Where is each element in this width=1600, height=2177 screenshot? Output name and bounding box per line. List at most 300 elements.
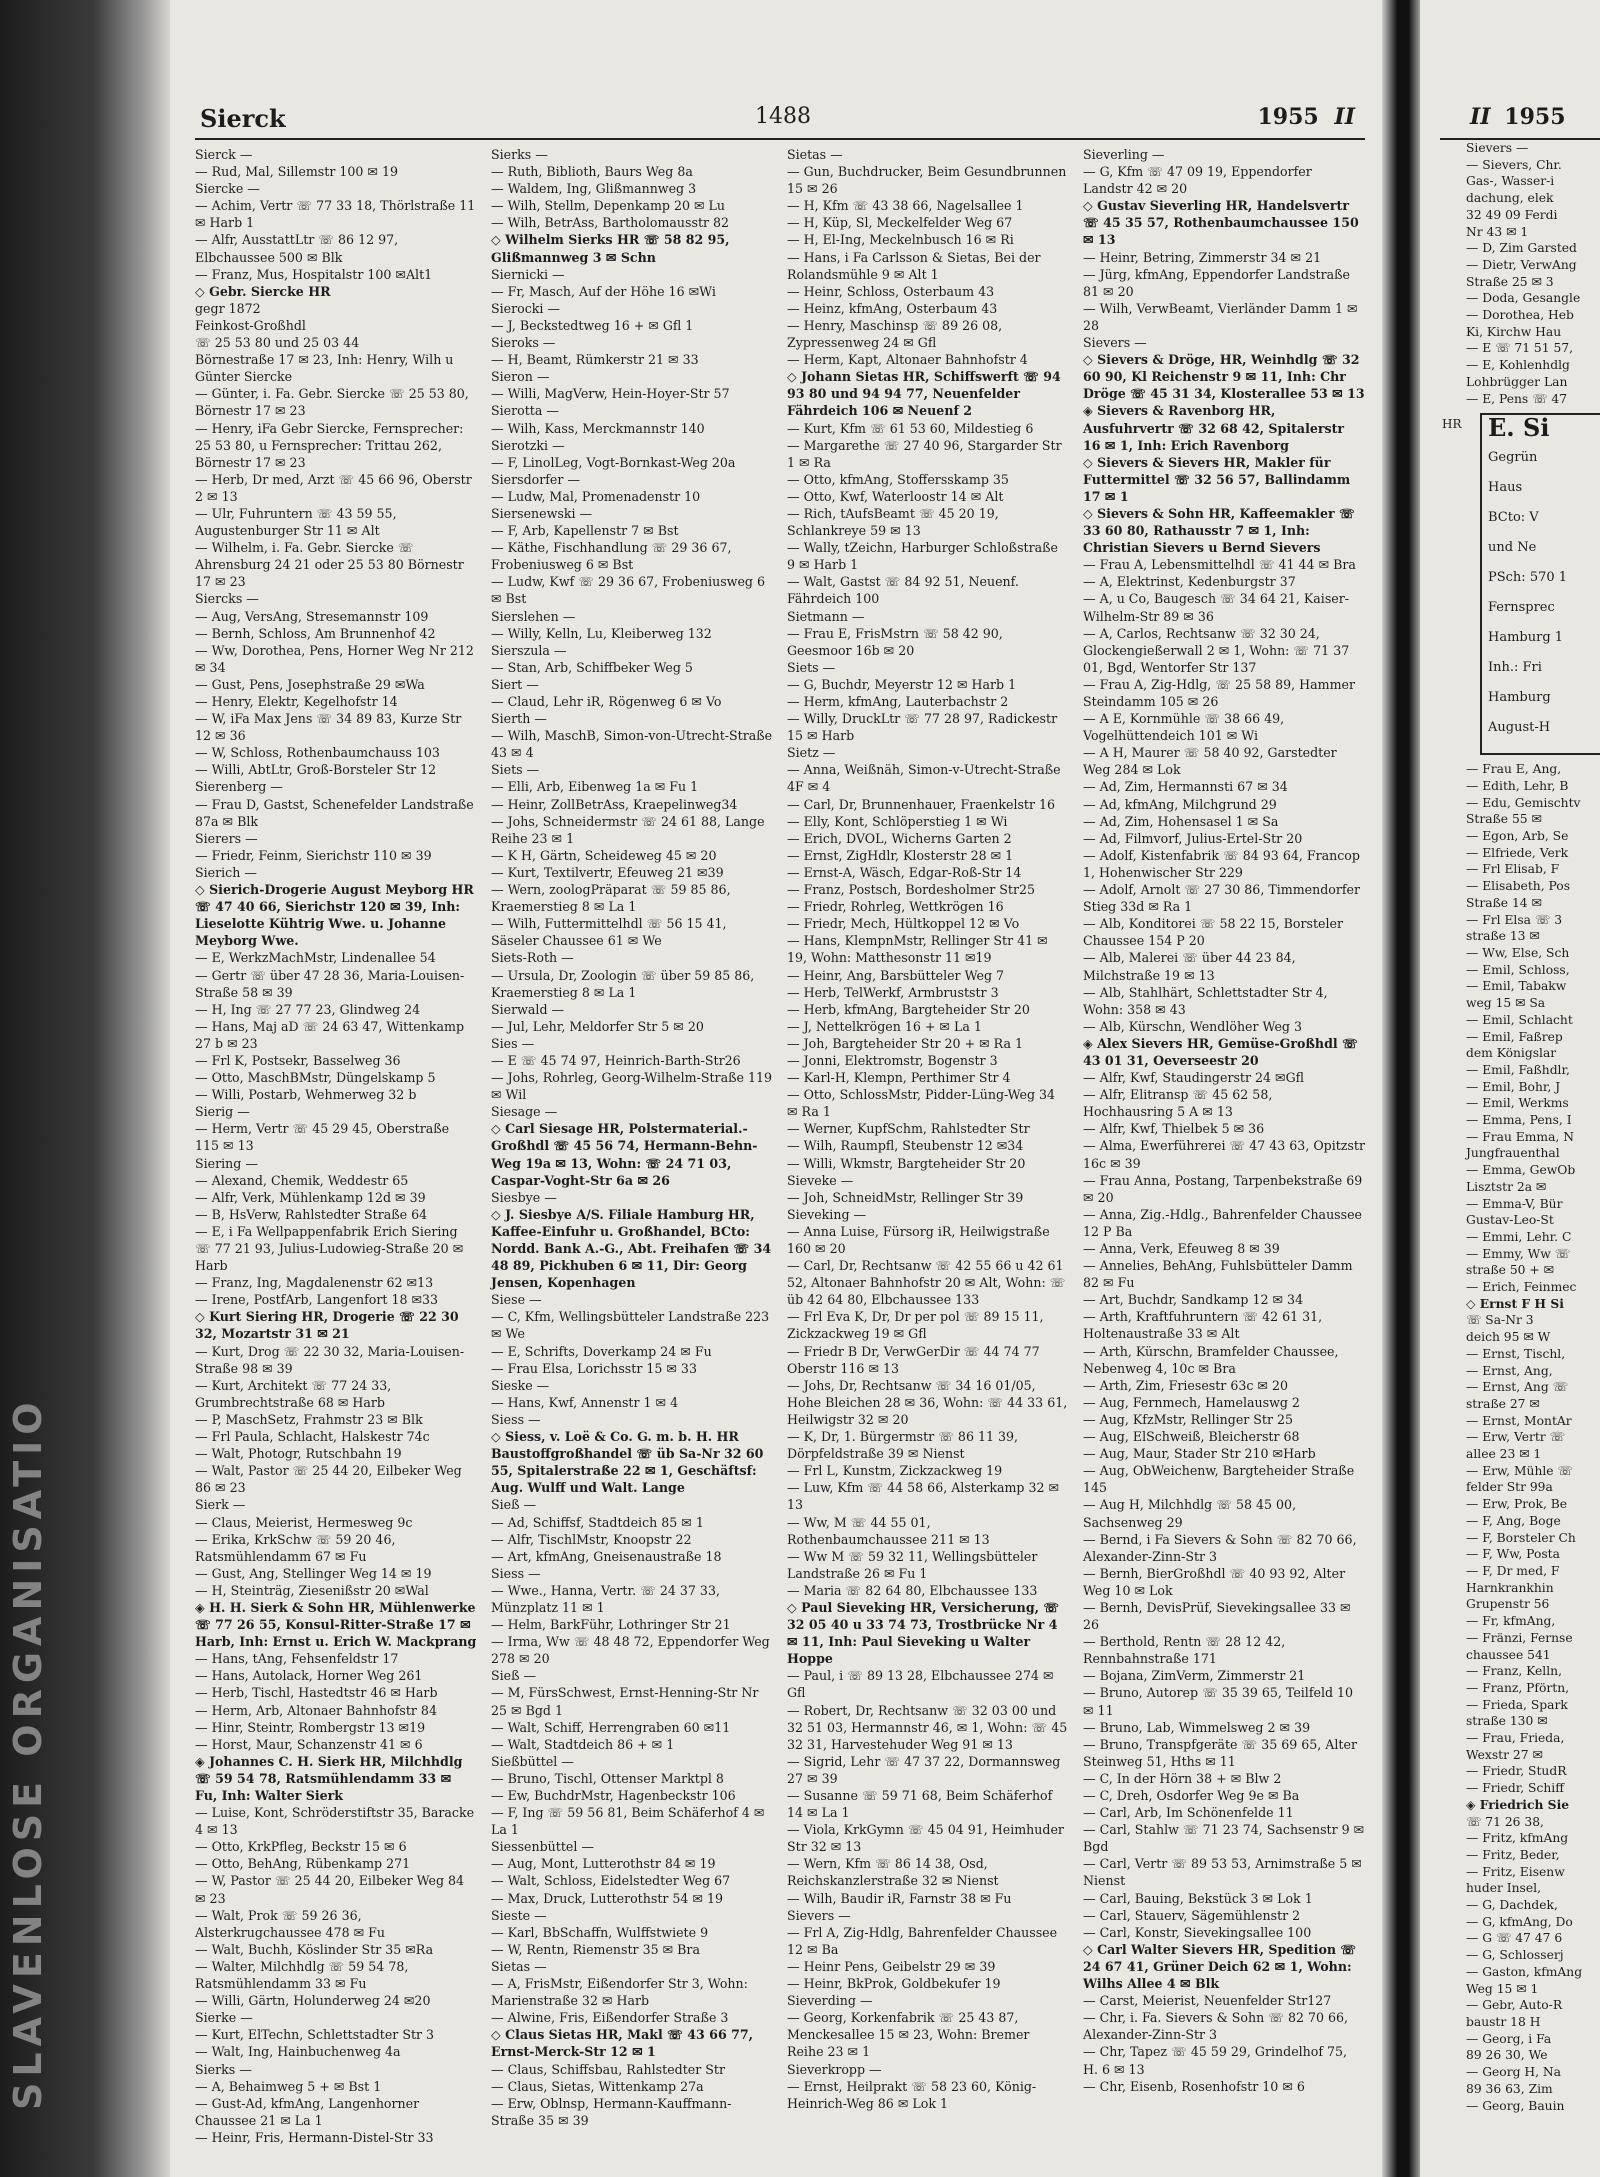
directory-entry: ◇ Carl Siesage HR, Polstermaterial.-Großhdl ☏ 45 56 74, Hermann-Behn-Weg 19a ✉ 13, Wohn: ☏ 24 71 03, Caspar-Voght-Str 6a ✉ 26 (491, 1121, 758, 1188)
directory-entry: — Ernst, Ang, (1466, 1363, 1553, 1378)
directory-entry: — Alma, Ewerführerei ☏ 47 43 63, Opitzstr 16c ✉ 39 (1083, 1138, 1365, 1171)
right-page-header-text (1470, 104, 1566, 130)
directory-entry: — Otto, MaschBMstr, Düngelskamp 5 (195, 1070, 436, 1086)
directory-entry: — Wilh, MaschB, Simon-von-Utrecht-Straße 43 ✉ 4 (491, 728, 773, 761)
directory-entry: — Walt, Stadtdeich 86 + ✉ 1 (491, 1736, 675, 1752)
directory-entry: — Frl K, Postsekr, Basselweg 36 (195, 1052, 401, 1068)
column-1 (195, 146, 477, 2146)
directory-entry: Siessenbüttel — (491, 1839, 594, 1855)
directory-entry: — Carl, Stauerv, Sägemühlenstr 2 (1083, 1907, 1301, 1923)
directory-entry: — Heinr, BkProk, Goldbekufer 19 (787, 1976, 1001, 1992)
directory-entry: — Ew, BuchdrMstr, Hagenbeckstr 106 (491, 1788, 736, 1803)
directory-entry: — Hans, Maj aD ☏ 24 63 47, Wittenkamp 27 b ✉ 23 (195, 1018, 465, 1051)
directory-entry: — F, Ww, Posta (1466, 1547, 1560, 1562)
directory-entry: ◇ Johann Sietas HR, Schiffswerft ☏ 94 93 80 und 94 94 77, Neuenfelder Fährdeich 106 ✉ Neuenf 2 (787, 369, 1061, 419)
directory-entry: — Frl Paula, Schlacht, Halskestr 74c (195, 1429, 430, 1445)
directory-entry: — Jul, Lehr, Meldorfer Str 5 ✉ 20 (491, 1018, 704, 1034)
directory-entry: — Joh, Bargteheider Str 20 + ✉ Ra 1 (787, 1035, 1023, 1051)
directory-entry: Sierke — (195, 2010, 253, 2026)
directory-entry: — Ernst, ZigHdlr, Klosterstr 28 ✉ 1 (787, 847, 1014, 863)
directory-entry: — Kurt, ElTechn, Schlettstadter Str 3 (195, 2027, 435, 2043)
right-page-fragment (1440, 90, 1600, 2150)
directory-entry: — Heinr, ZollBetrAss, Kraepelinweg34 (491, 796, 738, 812)
directory-entry: — Anna, Zig.-Hdlg., Bahrenfelder Chaussee 12 P Ba (1083, 1206, 1363, 1239)
directory-entry: — Emma, GewOb (1466, 1163, 1576, 1178)
directory-entry: — Gust, Ang, Stellinger Weg 14 ✉ 19 (195, 1565, 432, 1581)
directory-entry: — Alb, Konditorei ☏ 58 22 15, Borsteler Chaussee 154 P 20 (1083, 916, 1343, 949)
directory-entry: — Kurt, Drog ☏ 22 30 32, Maria-Louisen-Straße 98 ✉ 39 (195, 1343, 465, 1376)
directory-entry: — Günter, i. Fa. Gebr. Siercke ☏ 25 53 80, Börnestr 17 ✉ 23 (195, 386, 469, 419)
ad-line: August-H (1488, 720, 1551, 736)
ad-line: Fernsprec (1488, 600, 1555, 616)
directory-entry: — Aug, Maur, Stader Str 210 ✉Harb (1083, 1446, 1316, 1462)
directory-entry: — F, Borsteler Ch (1466, 1530, 1576, 1545)
directory-entry: — Frau E, Ang, (1466, 762, 1562, 777)
directory-entry: allee 23 ✉ 1 (1466, 1447, 1542, 1462)
directory-entry: — Erich, Feinmec (1466, 1280, 1577, 1295)
directory-entry: — G, Schlosserj (1466, 1948, 1564, 1963)
directory-entry: — Gust-Ad, kfmAng, Langenhorner Chaussee 21 ✉ La 1 (195, 2095, 420, 2128)
directory-entry: weg 15 ✉ Sa (1466, 996, 1546, 1011)
directory-entry: — Art, Buchdr, Sandkamp 12 ✉ 34 (1083, 1292, 1304, 1308)
right-page-side-label: HR (1442, 417, 1462, 432)
directory-entry: — Wilh, Futtermittelhdl ☏ 56 15 41, Säseler Chaussee 61 ✉ We (491, 916, 727, 949)
directory-entry: — Aug, ElSchweiß, Bleicherstr 68 (1083, 1429, 1300, 1445)
directory-entry: — Ludw, Kwf ☏ 29 36 67, Frobeniusweg 6 ✉ Bst (491, 574, 765, 607)
directory-entry: ☏ Sa-Nr 3 (1466, 1313, 1534, 1328)
directory-entry: — Carl, Dr, Brunnenhauer, Fraenkelstr 16 (787, 796, 1056, 812)
directory-entry: ◇ Gustav Sieverling HR, Handelsvertr ☏ 45 35 57, Rothenbaumchaussee 150 ✉ 13 (1083, 198, 1359, 248)
directory-entry: Sierenberg — (195, 779, 283, 795)
directory-entry: — A H, Maurer ☏ 58 40 92, Garstedter Weg 284 ✉ Lok (1083, 745, 1337, 778)
directory-entry: — H, Kfm ☏ 43 38 66, Nagelsallee 1 (787, 198, 1024, 214)
directory-entry: Sierck — (195, 147, 253, 162)
directory-entry: — Aug, Fernmech, Hamelauswg 2 (1083, 1394, 1300, 1410)
directory-entry: Siese — (491, 1292, 542, 1308)
directory-entry: — Alb, Stahlhärt, Schlettstadter Str 4, Wohn: 358 ✉ 43 (1083, 984, 1328, 1017)
directory-entry: — C, Kfm, Wellingsbütteler Landstraße 223 ✉ We (491, 1309, 770, 1342)
directory-entry: — Aug, KfzMstr, Rellinger Str 25 (1083, 1411, 1294, 1427)
directory-entry: — J, Beckstedtweg 16 + ✉ Gfl 1 (491, 317, 694, 333)
ad-line: und Ne (1488, 540, 1537, 556)
directory-entry: — H, Ing ☏ 27 77 23, Glindweg 24 (195, 1001, 421, 1017)
directory-entry: Sierth — (491, 711, 547, 727)
directory-entry: — E ☏ 71 51 57, (1466, 341, 1574, 356)
directory-entry: — Walter, Milchhdlg ☏ 59 54 78, Ratsmühlendamm 33 ✉ Fu (195, 1958, 409, 1992)
directory-entry: — Wilh, Kass, Merckmannstr 140 (491, 420, 705, 436)
directory-entry: Nr 43 ✉ 1 (1466, 224, 1529, 239)
directory-entry: — Ad, Zim, Hohensasel 1 ✉ Sa (1083, 813, 1279, 829)
directory-entry: — Walt, Gastst ☏ 84 92 51, Neuenf. Fährdeich 100 (787, 574, 1019, 607)
directory-entry: — E ☏ 45 74 97, Heinrich-Barth-Str26 (491, 1052, 741, 1068)
directory-entry: ◇ Ernst F H Si (1466, 1295, 1564, 1311)
directory-entry: — Claus, Meierist, Hermesweg 9c (195, 1514, 413, 1530)
directory-entry: — Waldem, Ing, Glißmannweg 3 (491, 181, 697, 197)
directory-entry: — Johs, Dr, Rechtsanw ☏ 34 16 01/05, Hohe Bleichen 28 ✉ 36, Wohn: ☏ 44 33 61, Heilwigstr 32 ✉ 20 (787, 1377, 1068, 1427)
directory-entry: Sieveking — (787, 1206, 867, 1222)
directory-entry: — Herb, kfmAng, Bargteheider Str 20 (787, 1001, 1030, 1017)
directory-entry: — Ulr, Fuhruntern ☏ 43 59 55, Augustenburger Str 11 ✉ Alt (195, 505, 397, 539)
directory-entry: — Willy, Kelln, Lu, Kleiberweg 132 (491, 625, 712, 641)
directory-entry: Siernicki — (491, 266, 565, 282)
directory-entry: — Bruno, Tischl, Ottenser Marktpl 8 (491, 1770, 724, 1786)
directory-entry: — Herb, TelWerkf, Armbruststr 3 (787, 984, 999, 1000)
directory-entry: chaussee 541 (1466, 1647, 1551, 1662)
directory-entry: — Fr, kfmAng, (1466, 1614, 1556, 1629)
directory-entry: — A, FrisMstr, Eißendorfer Str 3, Wohn: Marienstraße 32 ✉ Harb (491, 1976, 748, 2009)
directory-entry: ◇ Claus Sietas HR, Makl ☏ 43 66 77, Ernst-Merck-Str 12 ✉ 1 (491, 2027, 754, 2060)
right-header-year: 1955 (1504, 104, 1566, 130)
directory-entry: Sießbüttel — (491, 1753, 574, 1769)
directory-entry: — Anna, Verk, Efeuweg 8 ✉ 39 (1083, 1241, 1280, 1256)
directory-entry: — Jonni, Elektromstr, Bogenstr 3 (787, 1052, 998, 1068)
directory-entry: — Heinr Pens, Geibelstr 29 ✉ 39 (787, 1958, 996, 1974)
directory-entry: — Doda, Gesangle (1466, 291, 1581, 306)
directory-entry: Siercks — (195, 591, 259, 607)
directory-entry: — A E, Kornmühle ☏ 38 66 49, Vogelhüttendeich 101 ✉ Wi (1083, 711, 1285, 744)
directory-entry: — Alexand, Chemik, Weddestr 65 (195, 1172, 409, 1188)
directory-entry: — Claus, Sietas, Wittenkamp 27a (491, 2078, 704, 2094)
directory-entry: — Dietr, VerwAng (1466, 257, 1577, 272)
directory-entry: Siess — (491, 1411, 541, 1427)
left-page-edge (0, 0, 170, 2177)
directory-entry: — Bojana, ZimVerm, Zimmerstr 21 (1083, 1668, 1306, 1684)
directory-entry: — Jürg, kfmAng, Eppendorfer Landstraße 81 ✉ 20 (1083, 266, 1350, 299)
directory-entry: ◇ J. Siesbye A/S. Filiale Hamburg HR, Kaffee-Einfuhr u. Großhandel, BCto: Nordd. Bank A.-G., Abt. Freihafen ☏ 34 48 89, Pickhuben 6 ✉ 11, Dir: Georg Jensen, Kopenhagen (491, 1206, 772, 1291)
directory-entry: — Achim, Vertr ☏ 77 33 18, Thörlstraße 11 ✉ Harb 1 (195, 198, 476, 231)
directory-entry: — Karl-H, Klempn, Perthimer Str 4 (787, 1070, 1011, 1086)
ad-line: Hamburg (1488, 690, 1551, 706)
header-section: II (1334, 104, 1355, 130)
ad-line: Hamburg 1 (1488, 630, 1564, 646)
directory-entry: — Fritz, Eisenw (1466, 1864, 1565, 1879)
directory-entry: — F, Arb, Kapellenstr 7 ✉ Bst (491, 523, 679, 539)
directory-entry: Sierich — (195, 864, 257, 880)
directory-entry: — K H, Gärtn, Scheideweg 45 ✉ 20 (491, 847, 717, 863)
directory-entry: — Alb, Malerei ☏ über 44 23 84, Milchstraße 19 ✉ 13 (1083, 950, 1296, 983)
right-page-top-entries (1440, 140, 1600, 407)
directory-entry: — Fränzi, Fernse (1466, 1630, 1573, 1645)
directory-entry: — Heinz, kfmAng, Osterbaum 43 (787, 300, 998, 316)
directory-entry: — Bernh, BierGroßhdl ☏ 40 93 92, Alter Weg 10 ✉ Lok (1083, 1565, 1346, 1598)
directory-entry: Lisztstr 2a ✉ (1466, 1179, 1547, 1194)
directory-entry: — F, Ing ☏ 59 56 81, Beim Schäferhof 4 ✉ La 1 (491, 1805, 765, 1838)
directory-entry: — Georg, Korkenfabrik ☏ 25 43 87, Menckesallee 15 ✉ 23, Wohn: Bremer Reihe 23 ✉ 1 (787, 2010, 1030, 2060)
directory-entry: — Alfr, TischlMstr, Knoopstr 22 (491, 1531, 692, 1547)
directory-entry: — A, u Co, Baugesch ☏ 34 64 21, Kaiser-Wilhelm-Str 89 ✉ 36 (1083, 591, 1350, 624)
directory-entry: — Walt, Ing, Hainbuchenweg 4a (195, 2044, 401, 2060)
directory-entry: — Emma-V, Bür (1466, 1196, 1563, 1211)
directory-entry: Sierwald — (491, 1001, 565, 1017)
directory-entry: Sieveke — (787, 1172, 854, 1188)
directory-entry: — Claus, Schiffsbau, Rahlstedter Str (491, 2061, 725, 2077)
directory-entry: Sievers — (1083, 335, 1147, 351)
directory-entry: Sieverling — (1083, 147, 1165, 162)
directory-entry: — Ruth, Biblioth, Baurs Weg 8a (491, 164, 693, 180)
directory-entry: — Walt, Photogr, Rutschbahn 19 (195, 1446, 402, 1462)
directory-entry: — Friedr, Rohrleg, Wettkrögen 16 (787, 899, 1004, 915)
directory-entry: — Alfr, AusstattLtr ☏ 86 12 97, Elbchaussee 500 ✉ Blk (195, 232, 399, 265)
directory-entry: ◇ Paul Sieveking HR, Versicherung, ☏ 32 05 40 u 33 74 73, Trostbrücke Nr 4 ✉ 11, Inh: Paul Sieveking u Walter Hoppe (787, 1599, 1060, 1667)
directory-entry: deich 95 ✉ W (1466, 1330, 1551, 1345)
directory-entry: — Willi, AbtLtr, Groß-Borsteler Str 12 (195, 762, 437, 778)
directory-entry: — Karl, BbSchaffn, Wulffstwiete 9 (491, 1924, 709, 1940)
directory-entry: baustr 18 H (1466, 2014, 1541, 2029)
directory-entry: — G, kfmAng, Do (1466, 1914, 1573, 1929)
directory-entry: — Walt, Buchh, Köslinder Str 35 ✉Ra (195, 1941, 434, 1957)
directory-entry: — P, MaschSetz, Frahmstr 23 ✉ Blk (195, 1411, 423, 1427)
directory-entry: — Henry, Elektr, Kegelhofstr 14 (195, 694, 398, 709)
directory-entry: Siesage — (491, 1104, 558, 1120)
directory-entry: Sieß — (491, 1497, 537, 1513)
directory-entry: — Georg, i Fa (1466, 2031, 1552, 2046)
directory-entry: — Aug, Mont, Lutterothstr 84 ✉ 19 (491, 1856, 716, 1872)
directory-entry: — Carl, Vertr ☏ 89 53 53, Arnimstraße 5 ✉ Nienst (1083, 1856, 1362, 1889)
directory-entry: — Willi, MagVerw, Hein-Hoyer-Str 57 (491, 386, 730, 402)
directory-entry: Sierks — (195, 2061, 252, 2077)
directory-entry: — Otto, Kwf, Waterloostr 14 ✉ Alt (787, 488, 1004, 504)
directory-entry: Sieroks — (491, 335, 556, 351)
directory-entry: — Elly, Kont, Schlöperstieg 1 ✉ Wi (787, 813, 1008, 829)
directory-entry: — Willi, Wkmstr, Bargteheider Str 20 (787, 1155, 1026, 1171)
directory-entry: Gustav-Leo-St (1466, 1213, 1554, 1228)
directory-entry: — Anna Luise, Fürsorg iR, Heilwigstraße 160 ✉ 20 (787, 1223, 1050, 1256)
directory-entry: Straße 25 ✉ 3 (1466, 274, 1554, 289)
directory-entry: straße 50 + ✉ (1466, 1263, 1554, 1278)
directory-entry: Grupenstr 56 (1466, 1597, 1550, 1612)
directory-entry: felder Str 99a (1466, 1480, 1553, 1495)
directory-entry: — Frl L, Kunstm, Zickzackweg 19 (787, 1463, 1003, 1479)
spine-text: SLAVENLOSE ORGANISATIO (6, 1396, 50, 2110)
directory-entry: — G, Buchdr, Meyerstr 12 ✉ Harb 1 (787, 676, 1017, 692)
directory-entry: ☏ 71 26 38, (1466, 1814, 1544, 1829)
directory-entry: Sies — (491, 1035, 535, 1051)
directory-entry: — Erw, Prok, Be (1466, 1497, 1568, 1512)
ad-line: PSch: 570 1 (1488, 570, 1568, 586)
directory-entry: — M, FürsSchwest, Ernst-Henning-Str Nr 25 ✉ Bgd 1 (491, 1685, 759, 1718)
directory-entry: — Max, Druck, Lutterothstr 54 ✉ 19 (491, 1890, 724, 1906)
directory-entry: — W, iFa Max Jens ☏ 34 89 83, Kurze Str 12 ✉ 36 (195, 711, 462, 744)
directory-entry: 89 36 63, Zim (1466, 2081, 1553, 2096)
directory-entry: Sietas — (787, 147, 843, 162)
directory-entry: — E, Schrifts, Doverkamp 24 ✉ Fu (491, 1343, 712, 1359)
directory-entry: — H, Küp, Sl, Meckelfelder Weg 67 (787, 215, 1013, 231)
directory-entry: — Gertr ☏ über 47 28 36, Maria-Louisen-Straße 58 ✉ 39 (195, 967, 465, 1000)
directory-entry: — Johs, Schneidermstr ☏ 24 61 88, Lange Reihe 23 ✉ 1 (491, 813, 765, 846)
directory-entry: — Walt, Prok ☏ 59 26 36, Alsterkrugchaussee 478 ✉ Fu (195, 1907, 386, 1940)
right-page-header (1440, 90, 1600, 140)
directory-entry: — Käthe, Fischhandlung ☏ 29 36 67, Frobeniusweg 6 ✉ Bst (491, 540, 732, 573)
directory-entry: Siets — (787, 659, 836, 675)
directory-entry: Lohbrügger Lan (1466, 374, 1568, 389)
header-year: 1955 (1257, 104, 1319, 130)
directory-entry: ◇ Carl Walter Sievers HR, Spedition ☏ 24 67 41, Grüner Deich 62 ✉ 1, Wohn: Wilhs Allee 4 ✉ Blk (1083, 1941, 1357, 1992)
directory-entry: — Rich, tAufsBeamt ☏ 45 20 19, Schlankreye 59 ✉ 13 (787, 505, 999, 539)
directory-entry: — Herb, Dr med, Arzt ☏ 45 66 96, Oberstr 2 ✉ 13 (195, 471, 472, 504)
directory-entry: — Ursula, Dr, Zoologin ☏ über 59 85 86, Kraemerstieg 8 ✉ La 1 (491, 967, 755, 1000)
ad-line: Haus (1488, 480, 1523, 496)
directory-entry: straße 13 ✉ (1466, 929, 1540, 944)
directory-entry: Siets — (491, 762, 540, 778)
directory-entry: — Carl, Bauing, Bekstück 3 ✉ Lok 1 (1083, 1890, 1313, 1906)
column-2 (491, 146, 773, 2146)
directory-entry: — Otto, BehAng, Rübenkamp 271 (195, 1856, 411, 1872)
directory-entry: — G ☏ 47 47 6 (1466, 1931, 1563, 1946)
directory-entry: — Alwine, Fris, Eißendorfer Straße 3 (491, 2010, 729, 2026)
directory-entry: Sierslehen — (491, 608, 576, 624)
column-4 (1083, 146, 1365, 2146)
directory-entry: — Georg H, Na (1466, 2065, 1562, 2080)
directory-entry: ◈ H. H. Sierk & Sohn HR, Mühlenwerke ☏ 77 26 55, Konsul-Ritter-Straße 17 ✉ Harb, Inh: Ernst u. Erich W. Mackprang (195, 1599, 477, 1650)
directory-entry: — Hans, tAng, Fehsenfeldstr 17 (195, 1651, 399, 1667)
directory-entry: — Franz, Mus, Hospitalstr 100 ✉Alt1 (195, 266, 433, 282)
directory-entry: 89 26 30, We (1466, 2048, 1548, 2063)
directory-entry: — A, Carlos, Rechtsanw ☏ 32 30 24, Glockengießerwall 2 ✉ 1, Wohn: ☏ 71 37 01, Bgd, Wentorfer Str 137 (1083, 625, 1350, 675)
directory-entry: — Gebr, Auto-R (1466, 1998, 1563, 2013)
ad-title: E. Si (1488, 413, 1550, 443)
directory-entry: — Gaston, kfmAng (1466, 1964, 1583, 1979)
directory-entry: — Carl, Arb, Im Schönenfelde 11 (1083, 1805, 1294, 1821)
directory-entry: — Ww M ☏ 59 32 11, Wellingsbütteler Landstraße 26 ✉ Fu 1 (787, 1548, 1038, 1581)
directory-entry: — Joh, SchneidMstr, Rellinger Str 39 (787, 1189, 1024, 1205)
directory-entry: — Emil, Faßrep (1466, 1029, 1563, 1044)
directory-entry: — Irene, PostfArb, Langenfort 18 ✉33 (195, 1292, 439, 1308)
directory-entry: — Ww, Dorothea, Pens, Horner Weg Nr 212 ✉ 34 (195, 642, 474, 675)
directory-entry: — W, Schloss, Rothenbaumchauss 103 (195, 745, 440, 761)
directory-entry: — E, Kohlenhdlg (1466, 358, 1570, 373)
directory-entry: — Arth, Kürschn, Bramfelder Chaussee, Nebenweg 4, 10c ✉ Bra (1083, 1343, 1339, 1376)
columns (195, 146, 1365, 2146)
directory-entry: — Emil, Bohr, J (1466, 1079, 1561, 1094)
directory-entry: — Erika, KrkSchw ☏ 59 20 46, Ratsmühlendamm 67 ✉ Fu (195, 1531, 396, 1564)
directory-entry: — Helm, BarkFühr, Lothringer Str 21 (491, 1617, 731, 1633)
directory-entry: — Heinr, Betring, Zimmerstr 34 ✉ 21 (1083, 249, 1322, 265)
directory-entry: — D, Zim Garsted (1466, 241, 1577, 256)
directory-entry: Feinkost-Großhdl (195, 317, 306, 333)
directory-entry: — Frau, Frieda, (1466, 1731, 1565, 1746)
directory-entry: — Margarethe ☏ 27 40 96, Stargarder Str 1 ✉ Ra (787, 437, 1062, 470)
directory-entry: — Sigrid, Lehr ☏ 47 37 22, Dormannsweg 27 ✉ 39 (787, 1753, 1061, 1786)
directory-entry: 32 49 09 Ferdi (1466, 207, 1558, 222)
directory-entry: — Heinr, Ang, Barsbütteler Weg 7 (787, 967, 1005, 983)
directory-entry: — Wally, tZeichn, Harburger Schloßstraße 9 ✉ Harb 1 (787, 540, 1059, 573)
directory-entry: — Wilh, VerwBeamt, Vierländer Damm 1 ✉ 28 (1083, 300, 1358, 333)
directory-entry: — Frau Emma, N (1466, 1129, 1574, 1144)
directory-entry: — Wwe., Hanna, Vertr. ☏ 24 37 33, Münzplatz 11 ✉ 1 (491, 1582, 720, 1615)
directory-entry: ◇ Sievers & Dröge, HR, Weinhdlg ☏ 32 60 90, Kl Reichenstr 9 ✉ 11, Inh: Chr Dröge ☏ 45 31 34, Klosterallee 53 ✉ 13 (1083, 352, 1365, 402)
directory-entry: — Henry, Maschinsp ☏ 89 26 08, Zypressenweg 24 ✉ Gfl (787, 317, 1003, 351)
directory-entry: — Walt, Schiff, Herrengraben 60 ✉11 (491, 1719, 731, 1735)
directory-entry: — Emil, Faßhdlr, (1466, 1062, 1570, 1077)
directory-entry: — Hans, i Fa Carlsson & Sietas, Bei der Rolandsmühle 9 ✉ Alt 1 (787, 249, 1041, 282)
directory-entry: Sieste — (491, 1907, 547, 1923)
header-name: Sierck (200, 104, 286, 133)
directory-entry: — E, WerkzMachMstr, Lindenallee 54 (195, 950, 436, 966)
directory-entry: — Ad, Zim, Hermannsti 67 ✉ 34 (1083, 779, 1288, 795)
directory-entry: — Emmi, Lehr. C (1466, 1229, 1572, 1244)
directory-entry: — Ludw, Mal, Promenadenstr 10 (491, 488, 701, 504)
directory-entry: Sierers — (195, 830, 258, 846)
directory-entry: — Heinr, Fris, Hermann-Distel-Str 33 (195, 2129, 434, 2145)
right-page-ad (1440, 413, 1600, 755)
directory-entry: — Johs, Rohrleg, Georg-Wilhelm-Straße 119 ✉ Wil (491, 1070, 772, 1103)
directory-entry: — Ww, M ☏ 44 55 01, Rothenbaumchaussee 211 ✉ 13 (787, 1514, 990, 1547)
directory-entry: Sierotzki — (491, 437, 565, 453)
directory-entry: — Frau E, FrisMstrn ☏ 58 42 90, Geesmoor 16b ✉ 20 (787, 625, 1003, 658)
directory-entry: — Ernst, Ang ☏ (1466, 1380, 1569, 1395)
directory-entry: — Wilh, Raumpfl, Steubenstr 12 ✉34 (787, 1138, 1024, 1154)
directory-entry: — Ernst, Heilprakt ☏ 58 23 60, König-Heinrich-Weg 86 ✉ Lok 1 (787, 2078, 1037, 2111)
directory-entry: — Emil, Tabakw (1466, 979, 1567, 994)
directory-entry: — Kurt, Kfm ☏ 61 53 60, Mildestieg 6 (787, 420, 1034, 436)
directory-entry: — C, In der Hörn 38 + ✉ Blw 2 (1083, 1770, 1282, 1786)
directory-entry: — Paul, i ☏ 89 13 28, Elbchaussee 274 ✉ Gfl (787, 1668, 1054, 1701)
directory-entry: Wexstr 27 ✉ (1466, 1747, 1543, 1762)
directory-entry: — Bernh, DevisPrüf, Sievekingsallee 33 ✉ 26 (1083, 1599, 1351, 1633)
directory-entry: — Alfr, Verk, Mühlenkamp 12d ✉ 39 (195, 1189, 426, 1205)
directory-entry: dem Königslar (1466, 1046, 1557, 1061)
directory-entry: — Frl Elisab, F (1466, 862, 1560, 877)
directory-entry: — G, Dachdek, (1466, 1898, 1558, 1913)
directory-entry: — Erw, Mühle ☏ (1466, 1463, 1573, 1478)
directory-entry: — Bruno, Transpfgeräte ☏ 35 69 65, Alter Steinweg 51, Hths ✉ 11 (1083, 1736, 1357, 1769)
directory-entry: — Aug, VersAng, Stresemannstr 109 (195, 608, 429, 624)
directory-entry: — Ww, Else, Sch (1466, 945, 1570, 960)
directory-entry: — A, Behaimweg 5 + ✉ Bst 1 (195, 2078, 382, 2094)
directory-entry: Siering — (195, 1155, 258, 1171)
directory-entry: — Carl, Stahlw ☏ 71 23 74, Sachsenstr 9 ✉ Bgd (1083, 1822, 1365, 1855)
directory-entry: — Chr, i. Fa. Sievers & Sohn ☏ 82 70 66, Alexander-Zinn-Str 3 (1083, 2010, 1349, 2043)
directory-entry: Sieverkropp — (787, 2061, 882, 2077)
directory-entry: — Friedr, Mech, Hültkoppel 12 ✉ Vo (787, 916, 1020, 932)
directory-entry: — Otto, kfmAng, Stoffersskamp 35 (787, 471, 1009, 487)
directory-entry: Sieron — (491, 369, 550, 385)
directory-entry: ☏ 25 53 80 und 25 03 44 (195, 335, 360, 351)
directory-entry: — Herm, Vertr ☏ 45 29 45, Oberstraße 115 ✉ 13 (195, 1121, 450, 1154)
directory-entry: — Franz, Ing, Magdalenenstr 62 ✉13 (195, 1275, 434, 1291)
directory-entry: — Hans, KlempnMstr, Rellinger Str 41 ✉ 19, Wohn: Matthesonstr 11 ✉19 (787, 933, 1048, 966)
directory-entry: Siets-Roth — (491, 950, 574, 966)
directory-entry: — Hinr, Steintr, Rombergstr 13 ✉19 (195, 1719, 426, 1735)
directory-entry: — Adolf, Arnolt ☏ 27 30 86, Timmendorfer Stieg 33d ✉ Ra 1 (1083, 882, 1360, 915)
directory-entry: — Maria ☏ 82 64 80, Elbchaussee 133 (787, 1582, 1038, 1598)
directory-entry: — Fr, Masch, Auf der Höhe 16 ✉Wi (491, 283, 716, 299)
directory-entry: — Ad, Filmvorf, Julius-Ertel-Str 20 (1083, 830, 1303, 846)
directory-entry: Harnkrankhin (1466, 1580, 1554, 1595)
directory-entry: — Anna, Weißnäh, Simon-v-Utrecht-Straße 4F ✉ 4 (787, 762, 1061, 795)
directory-entry: — Adolf, Kistenfabrik ☏ 84 93 64, Francop 1, Hohenwischer Str 229 (1083, 847, 1360, 880)
directory-entry: — F, Dr med, F (1466, 1564, 1560, 1578)
directory-entry: Börnestraße 17 ✉ 23, Inh: Henry, Wilh u Günter Siercke (195, 352, 454, 385)
directory-entry: — Frl Eva K, Dr, Dr per pol ☏ 89 15 11, Zickzackweg 19 ✉ Gfl (787, 1309, 1044, 1342)
book-gutter (1382, 0, 1420, 2177)
directory-entry: — Franz, Kelln, (1466, 1664, 1562, 1679)
directory-entry: — Luise, Kont, Schröderstiftstr 35, Baracke 4 ✉ 13 (195, 1805, 475, 1838)
directory-entry: — Frau Elsa, Lorichsstr 15 ✉ 33 (491, 1360, 697, 1376)
directory-entry: dachung, elek (1466, 191, 1554, 206)
directory-entry: ◈ Friedrich Sie (1466, 1796, 1570, 1812)
directory-entry: ◈ Alex Sievers HR, Gemüse-Großhdl ☏ 43 01 31, Oeverseestr 20 (1083, 1035, 1358, 1068)
directory-entry: — Edu, Gemischtv (1466, 795, 1581, 810)
directory-entry: — Art, kfmAng, Gneisenaustraße 18 (491, 1548, 722, 1564)
directory-entry: — Dorothea, Heb (1466, 308, 1574, 323)
directory-entry: Sierk — (195, 1497, 246, 1513)
directory-entry: — Frl Elsa ☏ 3 (1466, 912, 1563, 927)
directory-entry: — H, Beamt, Rümkerstr 21 ✉ 33 (491, 352, 699, 368)
directory-entry: — Stan, Arb, Schiffbeker Weg 5 (491, 659, 693, 675)
directory-entry: — Claud, Lehr iR, Rögenweg 6 ✉ Vo (491, 694, 722, 709)
directory-entry: Sievers — (1466, 141, 1529, 155)
